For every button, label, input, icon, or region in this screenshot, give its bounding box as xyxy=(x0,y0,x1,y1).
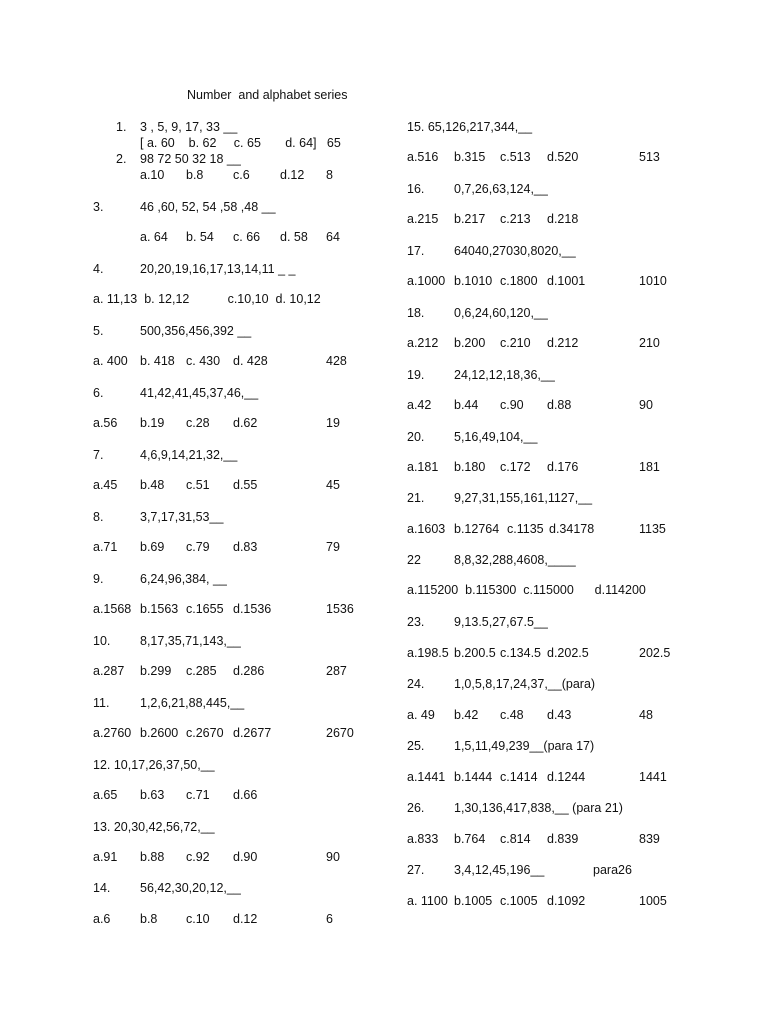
answer: 19 xyxy=(326,416,340,430)
answer: 8 xyxy=(326,168,333,182)
option-c: c.2670 xyxy=(186,726,224,740)
option-c: c.1414 xyxy=(500,770,538,784)
option-d: d.12 xyxy=(280,168,305,182)
option-a: a.71 xyxy=(93,540,118,554)
question-note: para26 xyxy=(593,863,632,877)
question-series: 0,7,26,63,124,__ xyxy=(454,182,548,196)
option-d: d.2677 xyxy=(233,726,272,740)
option-c: c.28 xyxy=(186,416,210,430)
option-a: a.181 xyxy=(407,460,439,474)
question-16 xyxy=(0,181,768,197)
option-a: a.212 xyxy=(407,336,439,350)
question-number: 17. xyxy=(407,244,425,258)
option-d: d.88 xyxy=(547,398,572,412)
option-a: a.56 xyxy=(93,416,118,430)
option-d: d.1092 xyxy=(547,894,586,908)
question-18 xyxy=(0,305,768,321)
option-d: d.218 xyxy=(547,212,579,226)
question-number: 22 xyxy=(407,553,421,567)
option-c: c.90 xyxy=(500,398,524,412)
question-series: 5,16,49,104,__ xyxy=(454,430,538,444)
option-b: b.1010 xyxy=(454,274,493,288)
option-c: c.1655 xyxy=(186,602,224,616)
option-c: c.134.5 xyxy=(500,646,542,660)
answer: 287 xyxy=(326,664,347,678)
question-number: 4. xyxy=(93,262,104,276)
option-a: a.10 xyxy=(140,168,165,182)
answer: 1536 xyxy=(326,602,354,616)
option-a: a.42 xyxy=(407,398,432,412)
option-a: a.1568 xyxy=(93,602,132,616)
question-number: 1. xyxy=(116,120,127,134)
option-b: b.42 xyxy=(454,708,479,722)
question-26-options xyxy=(0,831,768,847)
option-a: a.65 xyxy=(93,788,118,802)
option-d: d.212 xyxy=(547,336,579,350)
option-d: d.286 xyxy=(233,664,265,678)
question-number: 7. xyxy=(93,448,104,462)
option-a: a. 400 xyxy=(93,354,128,368)
answer: 45 xyxy=(326,478,340,492)
option-c: c.51 xyxy=(186,478,210,492)
question-number: 14. xyxy=(93,881,111,895)
option-a: a.45 xyxy=(93,478,118,492)
question-16-options xyxy=(0,211,768,227)
question-series: 3,7,17,31,53__ xyxy=(140,510,224,524)
question-15-options xyxy=(0,149,768,165)
option-c: c.79 xyxy=(186,540,210,554)
option-c: c. 66 xyxy=(233,230,261,244)
option-b: b.48 xyxy=(140,478,165,492)
question-number: 27. xyxy=(407,863,425,877)
answer: 48 xyxy=(639,708,653,722)
answer: 79 xyxy=(326,540,340,554)
answer: 428 xyxy=(326,354,347,368)
question-number: 18. xyxy=(407,306,425,320)
question-series: 500,356,456,392 __ xyxy=(140,324,252,338)
options-text: a. 11,13 b. 12,12 c.10,10 d. 10,12 xyxy=(93,292,321,306)
question-series: 0,6,24,60,120,__ xyxy=(454,306,548,320)
answer: 839 xyxy=(639,832,660,846)
question-number: 24. xyxy=(407,677,425,691)
question-series: 15. 65,126,217,344,__ xyxy=(407,120,533,134)
option-c: c.172 xyxy=(500,460,531,474)
option-d: d.202.5 xyxy=(547,646,589,660)
option-b: b.63 xyxy=(140,788,165,802)
option-b: b. 54 xyxy=(186,230,214,244)
option-a: a.198.5 xyxy=(407,646,449,660)
option-c: c.71 xyxy=(186,788,210,802)
option-a: a.516 xyxy=(407,150,439,164)
option-b: b. 418 xyxy=(140,354,175,368)
page-title: Number and alphabet series xyxy=(187,88,348,102)
question-25 xyxy=(0,738,768,754)
option-a: a. 1100 xyxy=(407,894,448,908)
option-b: b.1563 xyxy=(140,602,179,616)
option-c: c.285 xyxy=(186,664,217,678)
question-21-options xyxy=(0,521,768,537)
question-number: 23. xyxy=(407,615,425,629)
option-c: c.6 xyxy=(233,168,250,182)
option-a: a.1000 xyxy=(407,274,446,288)
question-series: 3,4,12,45,196__ xyxy=(454,863,545,877)
question-series: 9,27,31,155,161,1127,__ xyxy=(454,491,593,505)
answer: 513 xyxy=(639,150,660,164)
answer: 1010 xyxy=(639,274,667,288)
option-b: b.8 xyxy=(186,168,204,182)
question-series: 13. 20,30,42,56,72,__ xyxy=(93,820,215,834)
question-series: 12. 10,17,26,37,50,__ xyxy=(93,758,215,772)
question-26 xyxy=(0,800,768,816)
option-b: b.2600 xyxy=(140,726,179,740)
question-number: 2. xyxy=(116,152,127,166)
question-18-options xyxy=(0,335,768,351)
option-b: b.69 xyxy=(140,540,165,554)
question-number: 19. xyxy=(407,368,425,382)
question-24-options xyxy=(0,707,768,723)
option-d: d.66 xyxy=(233,788,258,802)
question-series: 9,13.5,27,67.5__ xyxy=(454,615,548,629)
question-17-options xyxy=(0,273,768,289)
option-d: d.1001 xyxy=(547,274,586,288)
question-series: 3 , 5, 9, 17, 33 __ xyxy=(140,120,238,134)
option-d: d.83 xyxy=(233,540,258,554)
option-c: c.92 xyxy=(186,850,210,864)
option-d: d.62 xyxy=(233,416,258,430)
question-series: 1,2,6,21,88,445,__ xyxy=(140,696,245,710)
option-d: d.1244 xyxy=(547,770,586,784)
option-a: a.287 xyxy=(93,664,125,678)
option-a: a.6 xyxy=(93,912,111,926)
question-19-options xyxy=(0,397,768,413)
question-series: 1,0,5,8,17,24,37,__(para) xyxy=(454,677,596,691)
option-b: b.1005 xyxy=(454,894,493,908)
option-a: a. 64 xyxy=(140,230,168,244)
question-27-options xyxy=(0,893,768,909)
option-b: b.299 xyxy=(140,664,172,678)
option-d: d.34178 xyxy=(549,522,595,536)
question-series: 6,24,96,384, __ xyxy=(140,572,227,586)
question-number: 8. xyxy=(93,510,104,524)
options-text: [ a. 60 b. 62 c. 65 d. 64] 65 xyxy=(140,136,341,150)
option-d: d.176 xyxy=(547,460,579,474)
answer: 181 xyxy=(639,460,660,474)
answer: 210 xyxy=(639,336,660,350)
question-27 xyxy=(0,862,768,878)
answer: 90 xyxy=(639,398,653,412)
option-d: d.520 xyxy=(547,150,579,164)
question-14-options xyxy=(0,911,380,927)
option-a: a.1603 xyxy=(407,522,446,536)
option-a: a.833 xyxy=(407,832,439,846)
question-series: 1,5,11,49,239__(para 17) xyxy=(454,739,595,753)
question-23-options xyxy=(0,645,768,661)
question-number: 5. xyxy=(93,324,104,338)
question-number: 10. xyxy=(93,634,111,648)
option-d: d.12 xyxy=(233,912,258,926)
option-d: d. 58 xyxy=(280,230,308,244)
question-series: 8,17,35,71,143,__ xyxy=(140,634,241,648)
answer: 6 xyxy=(326,912,333,926)
answer: 202.5 xyxy=(639,646,671,660)
option-b: b.180 xyxy=(454,460,486,474)
question-number: 16. xyxy=(407,182,425,196)
answer: 2670 xyxy=(326,726,354,740)
option-a: a.91 xyxy=(93,850,118,864)
option-a: a.1441 xyxy=(407,770,446,784)
question-22-options xyxy=(0,582,768,598)
option-c: c.513 xyxy=(500,150,531,164)
question-series: 64040,27030,8020,__ xyxy=(454,244,576,258)
question-series: 41,42,41,45,37,46,__ xyxy=(140,386,259,400)
question-20-options xyxy=(0,459,768,475)
question-23 xyxy=(0,614,768,630)
option-c: c.1135 xyxy=(507,522,544,536)
option-b: b.12764 xyxy=(454,522,500,536)
option-d: d.1536 xyxy=(233,602,272,616)
option-b: b.88 xyxy=(140,850,165,864)
question-series: 4,6,9,14,21,32,__ xyxy=(140,448,238,462)
option-a: a.2760 xyxy=(93,726,132,740)
question-series: 20,20,19,16,17,13,14,11 _ _ xyxy=(140,262,296,276)
answer: 1441 xyxy=(639,770,667,784)
question-20 xyxy=(0,429,768,445)
question-21 xyxy=(0,490,768,506)
answer: 1005 xyxy=(639,894,667,908)
question-number: 25. xyxy=(407,739,425,753)
option-c: c. 430 xyxy=(186,354,221,368)
option-d: d.839 xyxy=(547,832,579,846)
option-d: d. 428 xyxy=(233,354,268,368)
option-c: c.10 xyxy=(186,912,210,926)
question-number: 21. xyxy=(407,491,425,505)
option-a: a.215 xyxy=(407,212,439,226)
option-b: b.315 xyxy=(454,150,486,164)
option-c: c.1005 xyxy=(500,894,538,908)
option-c: c.48 xyxy=(500,708,524,722)
question-number: 6. xyxy=(93,386,104,400)
option-d: d.55 xyxy=(233,478,258,492)
question-series: 1,30,136,417,838,__ (para 21) xyxy=(454,801,623,815)
option-c: c.210 xyxy=(500,336,531,350)
question-number: 9. xyxy=(93,572,104,586)
question-number: 26. xyxy=(407,801,425,815)
answer: 1135 xyxy=(639,522,666,536)
option-b: b.764 xyxy=(454,832,486,846)
answer: 90 xyxy=(326,850,340,864)
option-d: d.43 xyxy=(547,708,572,722)
question-19 xyxy=(0,367,768,383)
option-b: b.44 xyxy=(454,398,479,412)
option-a: a. 49 xyxy=(407,708,435,722)
options-text: a.115200 b.115300 c.115000 d.114200 xyxy=(407,583,646,597)
option-b: b.217 xyxy=(454,212,486,226)
option-b: b.200.5 xyxy=(454,646,496,660)
option-c: c.1800 xyxy=(500,274,538,288)
question-17 xyxy=(0,243,768,259)
question-number: 20. xyxy=(407,430,425,444)
question-series: 8,8,32,288,4608,____ xyxy=(454,553,576,567)
option-c: c.814 xyxy=(500,832,531,846)
option-b: b.19 xyxy=(140,416,165,430)
question-22 xyxy=(0,552,768,568)
question-series: 56,42,30,20,12,__ xyxy=(140,881,241,895)
question-series: 98 72 50 32 18 __ xyxy=(140,152,241,166)
option-c: c.213 xyxy=(500,212,531,226)
option-b: b.8 xyxy=(140,912,158,926)
answer: 64 xyxy=(326,230,340,244)
question-24 xyxy=(0,676,768,692)
option-b: b.1444 xyxy=(454,770,493,784)
question-series: 24,12,12,18,36,__ xyxy=(454,368,555,382)
option-b: b.200 xyxy=(454,336,486,350)
question-series: 46 ,60, 52, 54 ,58 ,48 __ xyxy=(140,200,276,214)
question-15 xyxy=(0,119,768,135)
option-d: d.90 xyxy=(233,850,258,864)
question-25-options xyxy=(0,769,768,785)
question-number: 11. xyxy=(93,696,110,710)
question-number: 3. xyxy=(93,200,104,214)
